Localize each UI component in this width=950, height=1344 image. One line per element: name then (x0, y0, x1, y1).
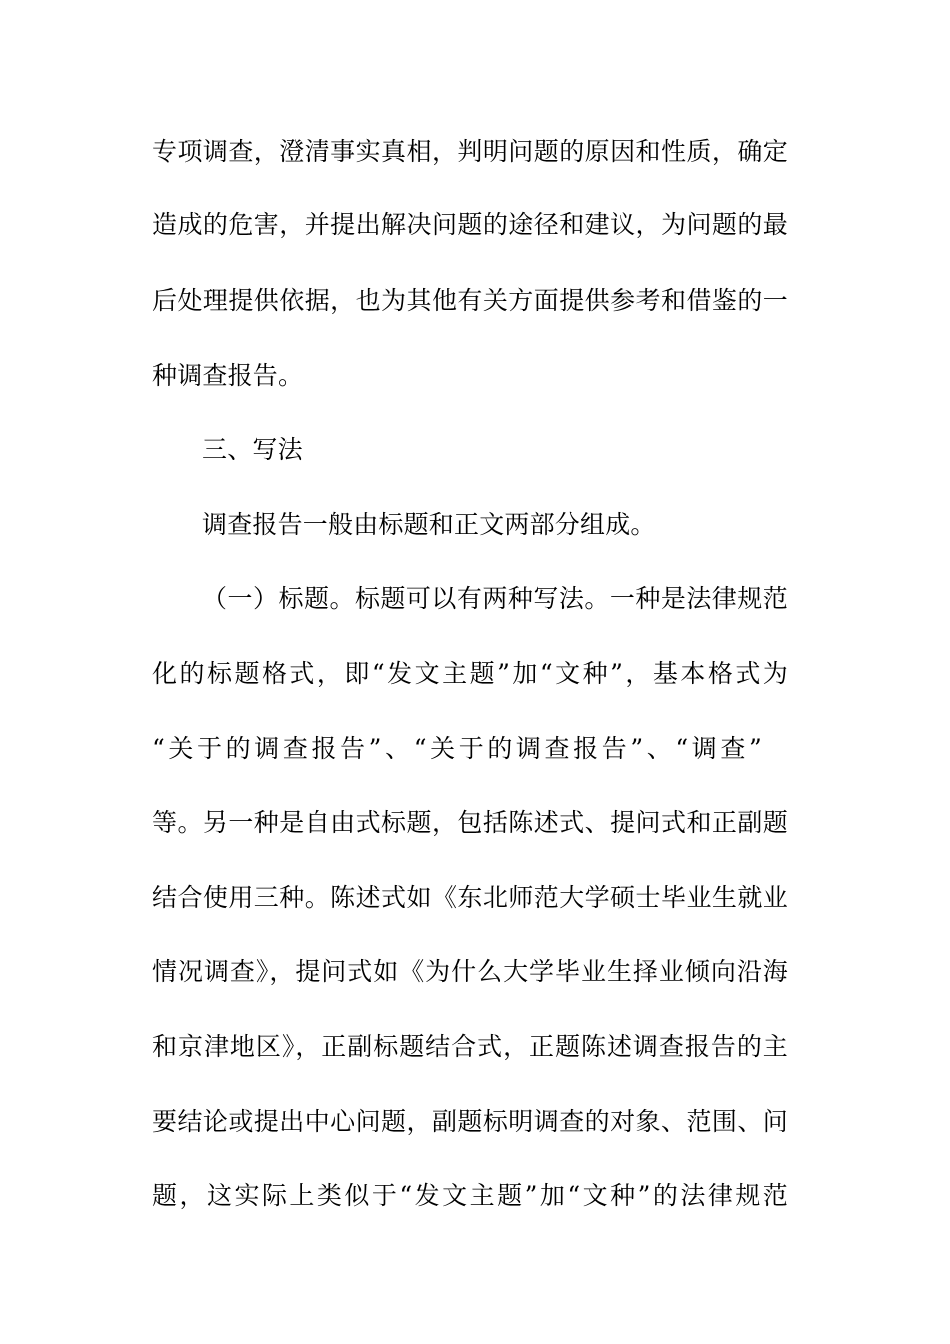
paragraph-line-6: 调查报告一般由标题和正文两部分组成。 (202, 510, 656, 539)
section-heading: 三、写法 (202, 435, 303, 464)
paragraph-line-1: 专项调查，澄清事实真相，判明问题的原因和性质，确定 (152, 137, 788, 166)
paragraph-line-8: 化的标题格式，即“发文主题”加“文种”，基本格式为 (152, 659, 788, 688)
paragraph-line-12: 情况调查》，提问式如《为什么大学毕业生择业倾向沿海 (152, 957, 788, 986)
paragraph-line-2: 造成的危害，并提出解决问题的途径和建议，为问题的最 (152, 210, 788, 239)
paragraph-line-4: 种调查报告。 (152, 361, 304, 390)
paragraph-line-15: 题，这实际上类似于“发文主题”加“文种”的法律规范 (152, 1181, 788, 1210)
paragraph-line-11: 结合使用三种。陈述式如《东北师范大学硕士毕业生就业 (152, 883, 788, 912)
paragraph-line-10: 等。另一种是自由式标题，包括陈述式、提问式和正副题 (152, 808, 788, 837)
paragraph-line-14: 要结论或提出中心问题，副题标明调查的对象、范围、问 (152, 1107, 788, 1136)
paragraph-line-7: （一）标题。标题可以有两种写法。一种是法律规范 (202, 584, 788, 613)
paragraph-line-3: 后处理提供依据，也为其他有关方面提供参考和借鉴的一 (152, 286, 788, 315)
paragraph-line-13: 和京津地区》，正副标题结合式，正题陈述调查报告的主 (152, 1032, 788, 1061)
paragraph-line-9: “关于的调查报告”、“关于的调查报告”、“调查” (152, 734, 762, 763)
